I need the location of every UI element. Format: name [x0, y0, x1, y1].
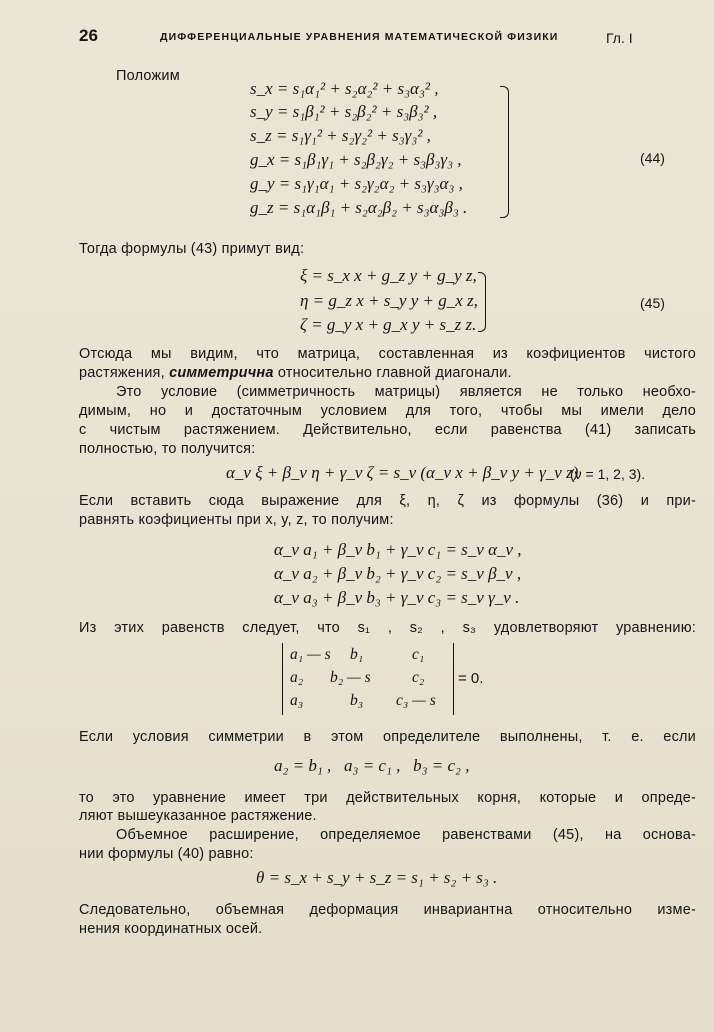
- text-span: относительно главной диагонали.: [273, 365, 512, 381]
- equation-line: s_y = s₁β₁² + s₂β₂² + s₃β₃² ,: [250, 102, 438, 121]
- paragraph-line: равнять коэфициенты при x, y, z, то получим:: [79, 512, 394, 528]
- determinant-rhs: = 0.: [458, 670, 484, 687]
- paragraph-line: ляют вышеуказанное растяжение.: [79, 808, 317, 824]
- matrix-cell: a₃: [290, 692, 304, 709]
- matrix-cell: b₂ — s: [330, 669, 371, 686]
- paragraph-line: Следовательно, объемная деформация инвариантна относительно изме-: [79, 902, 696, 918]
- paragraph-line: Объемное расширение, определяемое равенствами (45), на основа-: [116, 827, 696, 843]
- paragraph-line: Отсюда мы видим, что матрица, составленная из коэфициентов чистого: [79, 346, 696, 362]
- paragraph-line: нии формулы (40) равно:: [79, 846, 254, 862]
- page-number: 26: [79, 26, 98, 45]
- equation-line: η = g_z x + s_y y + g_x z,: [300, 291, 478, 310]
- paragraph-line: Если условия симметрии в этом определителе выполнены, т. е. если: [79, 729, 696, 745]
- equation-line: ζ = g_y x + g_x y + s_z z.: [300, 315, 477, 334]
- paragraph-line: то это уравнение имеет три действительных корня, которые и опреде-: [79, 790, 696, 806]
- running-title: ДИФФЕРЕНЦИАЛЬНЫЕ УРАВНЕНИЯ МАТЕМАТИЧЕСКОЙ ФИЗИКИ: [160, 31, 559, 43]
- paragraph-line: димым, но и достаточным условием для того, чтобы мы имели дело: [79, 403, 696, 419]
- paragraph-line: Это условие (симметричность матрицы) является не только необхо-: [116, 384, 696, 400]
- equation-line: g_z = s₁α₁β₁ + s₂α₂β₂ + s₃α₃β₃ .: [250, 198, 468, 217]
- chapter-label: Гл. I: [606, 30, 633, 46]
- paragraph-line: нения координатных осей.: [79, 921, 263, 937]
- equation-line: α_ν a₃ + β_ν b₃ + γ_ν c₃ = s_ν γ_ν .: [274, 588, 520, 607]
- matrix-cell: c₁: [412, 646, 425, 663]
- equation-label: (44): [640, 150, 665, 166]
- paragraph-line: Если вставить сюда выражение для ξ, η, ζ из формулы (36) и при-: [79, 493, 696, 509]
- equation-condition: (ν = 1, 2, 3).: [570, 466, 646, 482]
- matrix-cell: b₁: [350, 646, 364, 663]
- paragraph-line: полностью, то получится:: [79, 441, 256, 457]
- paragraph-line: Из этих равенств следует, что s₁ , s₂ , s₃ удовлетворяют уравнению:: [79, 620, 696, 636]
- right-brace: [500, 86, 509, 218]
- equation-line: s_z = s₁γ₁² + s₂γ₂² + s₃γ₃² ,: [250, 126, 431, 145]
- matrix-cell: c₃ — s: [396, 692, 436, 709]
- equation-line: g_y = s₁γ₁α₁ + s₂γ₂α₂ + s₃γ₃α₃ ,: [250, 174, 463, 193]
- equation-line: α_ν a₂ + β_ν b₂ + γ_ν c₂ = s_ν β_ν ,: [274, 564, 522, 583]
- main-equation: α_ν ξ + β_ν η + γ_ν ζ = s_ν (α_ν x + β_ν y + γ_ν z): [226, 463, 579, 482]
- emphasis-word: симметрична: [169, 365, 274, 381]
- equation-line: g_x = s₁β₁γ₁ + s₂β₂γ₂ + s₃β₃γ₃ ,: [250, 150, 462, 169]
- text-then: Тогда формулы (43) примут вид:: [79, 241, 305, 257]
- paragraph-line: [79, 365, 512, 381]
- paragraph-line: с чистым растяжением. Действительно, если равенства (41) записать: [79, 422, 696, 438]
- theta-equation: θ = s_x + s_y + s_z = s₁ + s₂ + s₃ .: [256, 868, 498, 887]
- equation-line: ξ = s_x x + g_z y + g_y z,: [300, 266, 477, 285]
- right-brace: [478, 272, 486, 332]
- matrix-cell: b₃: [350, 692, 364, 709]
- equation-line: s_x = s₁α₁² + s₂α₂² + s₃α₃² ,: [250, 79, 439, 98]
- symmetry-equation: a₂ = b₁ , a₃ = c₁ , b₃ = c₂ ,: [274, 756, 470, 775]
- intro-word: Положим: [116, 68, 180, 84]
- matrix-cell: c₂: [412, 669, 425, 686]
- matrix-cell: a₁ — s: [290, 646, 331, 663]
- matrix-cell: a₂: [290, 669, 304, 686]
- equation-label: (45): [640, 295, 665, 311]
- equation-line: α_ν a₁ + β_ν b₁ + γ_ν c₁ = s_ν α_ν ,: [274, 540, 522, 559]
- text-span: растяжения,: [79, 365, 170, 381]
